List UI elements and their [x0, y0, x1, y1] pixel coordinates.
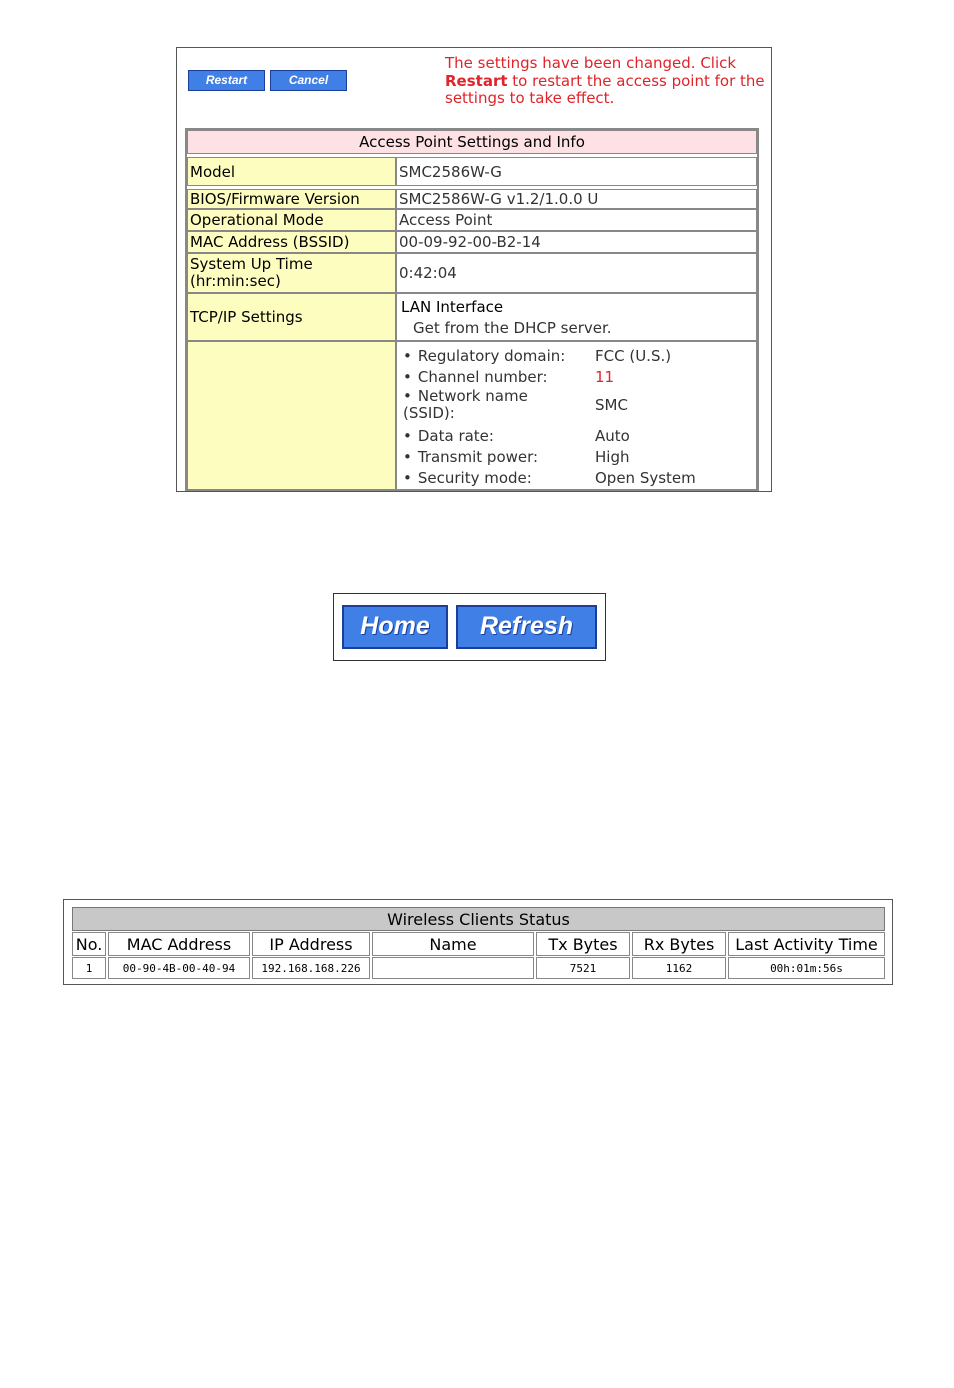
cell-ip: 192.168.168.226	[252, 957, 370, 979]
wireless-clients-panel	[63, 899, 893, 985]
list-item	[399, 468, 754, 489]
notice-text-part1: The settings have been changed. Click	[445, 54, 737, 72]
mac-address-value: 00-09-92-00-B2-14	[396, 231, 757, 253]
column-header-no: No.	[72, 932, 106, 956]
column-header-last-activity: Last Activity Time	[728, 932, 885, 956]
notice-restart-emphasis: Restart	[445, 71, 508, 90]
wireless-clients-title: Wireless Clients Status	[72, 907, 885, 931]
column-header-ip: IP Address	[252, 932, 370, 956]
regulatory-domain-key: • Regulatory domain:	[403, 346, 565, 367]
regulatory-domain-value: FCC (U.S.)	[595, 347, 672, 365]
list-item	[399, 447, 754, 468]
cell-mac: 00-90-4B-00-40-94	[108, 957, 250, 979]
operational-mode-label: Operational Mode	[187, 209, 396, 231]
cell-no: 1	[72, 957, 106, 979]
column-header-rx-bytes: Rx Bytes	[632, 932, 726, 956]
wireless-clients-table	[70, 906, 887, 980]
transmit-power-value: High	[595, 448, 630, 466]
cell-last-activity: 00h:01m:56s	[728, 957, 885, 979]
firmware-value: SMC2586W-G v1.2/1.0.0 U	[396, 189, 757, 209]
security-mode-key: • Security mode:	[403, 468, 532, 489]
navigation-buttons-panel	[333, 593, 606, 661]
data-rate-value: Auto	[595, 427, 630, 445]
ap-settings-title: Access Point Settings and Info	[187, 130, 757, 154]
cell-name	[372, 957, 534, 979]
channel-number-key: • Channel number:	[403, 367, 548, 388]
table-header-row	[72, 932, 885, 956]
tcpip-settings-label: TCP/IP Settings	[187, 293, 396, 341]
list-item	[399, 426, 754, 447]
home-button[interactable]: Home	[342, 605, 448, 649]
column-header-name: Name	[372, 932, 534, 956]
wireless-settings-label	[187, 341, 396, 490]
table-row	[72, 957, 885, 979]
list-item	[399, 346, 754, 367]
wireless-settings-value	[396, 341, 757, 490]
ap-settings-table	[185, 128, 759, 492]
list-item	[399, 388, 754, 426]
transmit-power-key: • Transmit power:	[403, 447, 538, 468]
column-header-tx-bytes: Tx Bytes	[536, 932, 630, 956]
restart-button[interactable]: Restart	[188, 70, 265, 91]
operational-mode-value: Access Point	[396, 209, 757, 231]
lan-interface-title: LAN Interface	[401, 297, 504, 316]
lan-interface-detail: Get from the DHCP server.	[413, 318, 612, 337]
system-up-time-label: System Up Time (hr:min:sec)	[187, 253, 396, 293]
data-rate-key: • Data rate:	[403, 426, 494, 447]
tcpip-settings-value	[396, 293, 757, 341]
notice-text-part2: to restart the access point for the settings to take effect.	[445, 71, 765, 107]
settings-changed-notice	[445, 55, 767, 108]
model-label: Model	[187, 157, 396, 186]
column-header-mac: MAC Address	[108, 932, 250, 956]
model-value: SMC2586W-G	[396, 157, 757, 186]
cancel-button[interactable]: Cancel	[270, 70, 347, 91]
refresh-button[interactable]: Refresh	[456, 605, 597, 649]
security-mode-value: Open System	[595, 469, 696, 487]
wireless-settings-list	[399, 346, 754, 489]
channel-number-value: 11	[595, 368, 615, 386]
network-name-key: • Network name (SSID):	[403, 388, 563, 422]
system-up-time-value: 0:42:04	[396, 253, 757, 293]
cell-tx-bytes: 7521	[536, 957, 630, 979]
mac-address-label: MAC Address (BSSID)	[187, 231, 396, 253]
list-item	[399, 367, 754, 388]
network-name-value: SMC	[595, 396, 628, 414]
cell-rx-bytes: 1162	[632, 957, 726, 979]
ap-settings-panel	[176, 47, 772, 492]
firmware-label: BIOS/Firmware Version	[187, 189, 396, 209]
